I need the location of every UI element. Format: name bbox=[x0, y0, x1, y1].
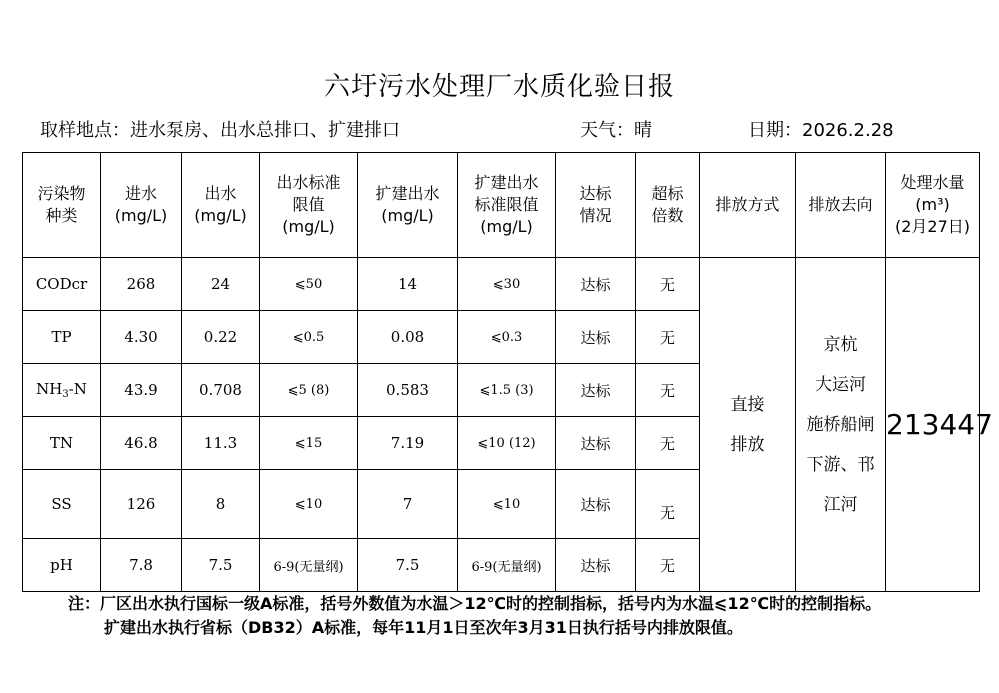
note-line-2: 扩建出水执行省标（DB32）A标准，每年11月1日至次年3月31日执行括号内排放限值。 bbox=[104, 618, 743, 637]
header-discharge-method: 排放方式 bbox=[700, 153, 796, 258]
exceed-times: 无 bbox=[636, 470, 700, 539]
ext-limit: ⩽0.3 bbox=[458, 311, 556, 364]
ext-effluent-value: 0.08 bbox=[358, 311, 458, 364]
compliance-status: 达标 bbox=[556, 539, 636, 592]
influent-value: 268 bbox=[101, 258, 182, 311]
effluent-limit: ⩽15 bbox=[260, 417, 358, 470]
influent-value: 126 bbox=[101, 470, 182, 539]
header-row bbox=[23, 153, 980, 258]
ext-limit: ⩽10 (12) bbox=[458, 417, 556, 470]
exceed-times: 无 bbox=[636, 258, 700, 311]
influent-value: 4.30 bbox=[101, 311, 182, 364]
effluent-value: 11.3 bbox=[182, 417, 260, 470]
exceed-times: 无 bbox=[636, 311, 700, 364]
header-effluent: 出水 (mg/L) bbox=[182, 153, 260, 258]
header-ext-limit: 扩建出水 标准限值 (mg/L) bbox=[458, 153, 556, 258]
header-pollutant: 污染物 种类 bbox=[23, 153, 101, 258]
pollutant-name: $NH_3-N$ bbox=[23, 364, 101, 417]
effluent-limit: ⩽10 bbox=[260, 470, 358, 539]
pollutant-name: pH bbox=[23, 539, 101, 592]
influent-value: 7.8 bbox=[101, 539, 182, 592]
pollutant-name: SS bbox=[23, 470, 101, 539]
header-ext-effluent: 扩建出水 (mg/L) bbox=[358, 153, 458, 258]
effluent-value: 8 bbox=[182, 470, 260, 539]
ext-limit: ⩽30 bbox=[458, 258, 556, 311]
pollutant-name: TP bbox=[23, 311, 101, 364]
compliance-status: 达标 bbox=[556, 417, 636, 470]
compliance-status: 达标 bbox=[556, 470, 636, 539]
report-title: 六圩污水处理厂水质化验日报 bbox=[323, 72, 675, 102]
compliance-status: 达标 bbox=[556, 364, 636, 417]
exceed-times: 无 bbox=[636, 539, 700, 592]
ext-effluent-value: 7.5 bbox=[358, 539, 458, 592]
note-line-1: 注：厂区出水执行国标一级A标准，括号外数值为水温＞12℃时的控制指标，括号内为水温⩽12℃时的控制指标。 bbox=[68, 594, 882, 613]
effluent-limit: ⩽0.5 bbox=[260, 311, 358, 364]
pollutant-name: TN bbox=[23, 417, 101, 470]
treated-volume: 213447 bbox=[886, 258, 980, 592]
pollutant-name: CODcr bbox=[23, 258, 101, 311]
effluent-value: 0.708 bbox=[182, 364, 260, 417]
effluent-limit: ⩽5 (8) bbox=[260, 364, 358, 417]
ext-effluent-value: 0.583 bbox=[358, 364, 458, 417]
ext-effluent-value: 7 bbox=[358, 470, 458, 539]
exceed-times: 无 bbox=[636, 364, 700, 417]
weather: 天气：晴 bbox=[580, 120, 652, 141]
compliance-status: 达标 bbox=[556, 311, 636, 364]
header-influent: 进水 (mg/L) bbox=[101, 153, 182, 258]
header-treated-volume: 处理水量 (m³) (2月27日) bbox=[886, 153, 980, 258]
compliance-status: 达标 bbox=[556, 258, 636, 311]
header-discharge-dest: 排放去向 bbox=[796, 153, 886, 258]
sampling-site: 取样地点：进水泵房、出水总排口、扩建排口 bbox=[40, 120, 400, 141]
water-quality-table bbox=[22, 152, 993, 592]
ext-effluent-value: 14 bbox=[358, 258, 458, 311]
effluent-value: 24 bbox=[182, 258, 260, 311]
ext-effluent-value: 7.19 bbox=[358, 417, 458, 470]
table-row bbox=[23, 258, 980, 311]
effluent-value: 0.22 bbox=[182, 311, 260, 364]
influent-value: 43.9 bbox=[101, 364, 182, 417]
ext-limit: 6-9(无量纲) bbox=[458, 539, 556, 592]
report-date: 日期：2026.2.28 bbox=[748, 120, 894, 141]
effluent-limit: 6-9(无量纲) bbox=[260, 539, 358, 592]
header-exceed-times: 超标 倍数 bbox=[636, 153, 700, 258]
influent-value: 46.8 bbox=[101, 417, 182, 470]
effluent-limit: ⩽50 bbox=[260, 258, 358, 311]
discharge-method: 直接 排放 bbox=[700, 258, 796, 592]
exceed-times: 无 bbox=[636, 417, 700, 470]
discharge-destination: 京杭 大运河 施桥船闸 下游、邗 江河 bbox=[796, 258, 886, 592]
header-compliance: 达标 情况 bbox=[556, 153, 636, 258]
ext-limit: ⩽10 bbox=[458, 470, 556, 539]
header-effluent-limit: 出水标准 限值 (mg/L) bbox=[260, 153, 358, 258]
ext-limit: ⩽1.5 (3) bbox=[458, 364, 556, 417]
effluent-value: 7.5 bbox=[182, 539, 260, 592]
